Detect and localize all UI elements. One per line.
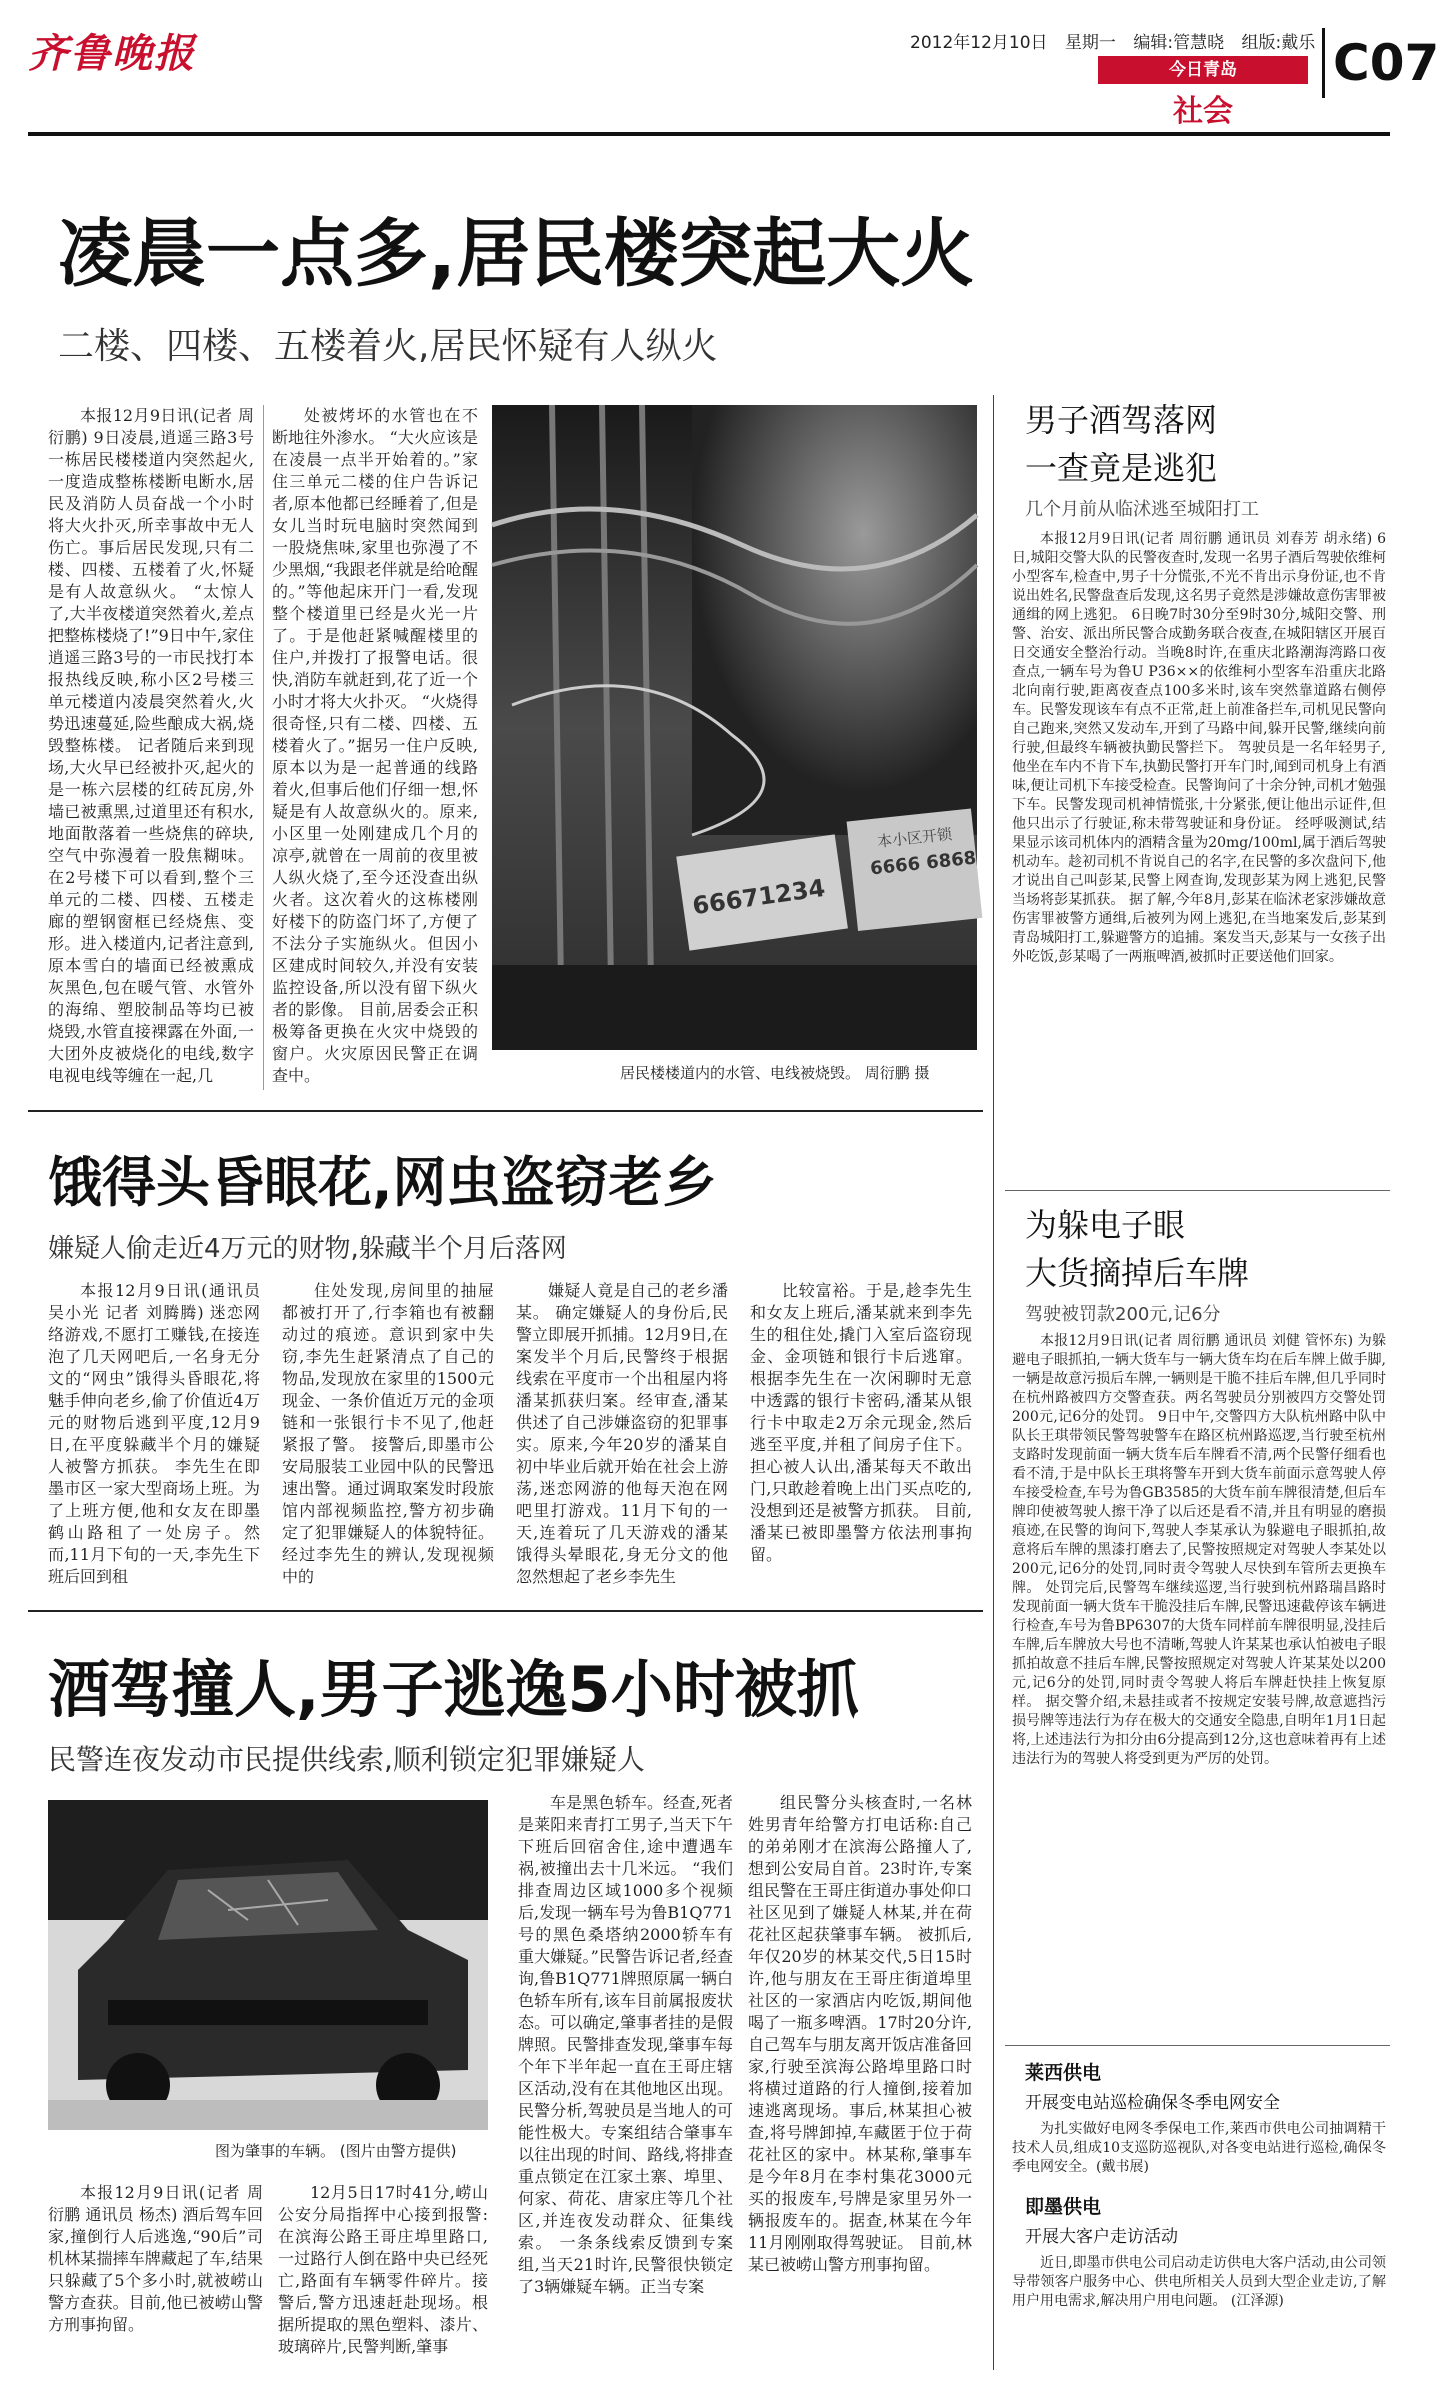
story2-col-3: 嫌疑人竟是自己的老乡潘某。 确定嫌疑人的身份后,民警立即展开抓捕。12月9日,在案发半个月后,民警终于根据线索在平度市一个出租屋内将潘某抓获归案。经审查,潘某供述了自己涉嫌盗窃的犯罪事实。原来,今年20岁的潘某自初中毕业后就开始在社会上游荡,迷恋网游的他每天泡在网吧里打游戏。11月下旬的一天,连着玩了几天游戏的潘某饿得头晕眼花,身无分文的他忽然想起了老乡李先生 [516, 1281, 728, 1586]
side2-subhead: 驾驶被罚款200元,记6分 [1025, 1304, 1221, 1325]
photo-sign-2: 6666 6868 [869, 847, 978, 880]
side2-title-line2: 大货摘掉后车牌 [1025, 1254, 1250, 1292]
side1-subhead: 几个月前从临沭逃至城阳打工 [1025, 499, 1259, 520]
top-rule [28, 132, 1390, 136]
side1-title-line2: 一查竟是逃犯 [1025, 449, 1218, 487]
side3-title: 莱西供电 [1025, 2062, 1102, 2084]
story2-col-4: 比较富裕。于是,趁李先生和女友上班后,潘某就来到李先生的租住处,撬门入室后盗窃现金、金项链和银行卡后逃窜。根据李先生在一次闲聊时无意中透露的银行卡密码,潘某从银行卡中取走2万余元现金,然后逃至平度,并租了间房子住下。担心被人认出,潘某每天不敢出门,只敢趁着晚上出门买点吃的,没想到还是被警方抓获。 目前,潘某已被即墨警方依法刑事拘留。 [750, 1281, 972, 1564]
side2-body: 本报12月9日讯(记者 周衍鹏 通讯员 刘健 管怀东) 为躲避电子眼抓拍,一辆大货车与一辆大货车均在后车牌上做手脚,一辆是故意污损后车牌,一辆则是干脆不挂后车牌,但几乎同时在杭州路被四方交警查获。两名驾驶员分别被四方交警处罚200元,记6分的处罚。 9日中午,交警四方大队杭州路中队中队长王琪带领民警驾驶警车在路区杭州路巡逻,当行驶至杭州支路时发现前面一辆大货车后车牌看不清,两个民警仔细看也看不清,于是中队长王琪将警车开到大货车前面示意驾驶人停车接受检查,车号为鲁GB3585的大货车前车牌很清楚,但后车牌印使被驾驶人擦干净了以后还是看不清,并且有明显的磨损痕迹,在民警的询问下,驾驶人李某承认为躲避电子眼抓拍,故意将后车牌的黑漆打磨去了,民警按照规定对驾驶人李某处以200元,记6分的处罚,同时责令驾驶人尽快到车管所去更换车牌。 处罚完后,民警驾车继续巡逻,当行驶到杭州路瑞昌路时发现前面一辆大货车干脆没挂后车牌,民警迅速截停该车辆进行检查,车号为鲁BP6307的大货车同样前车牌很明显,没挂后车牌,后车牌放大号也不清晰,驾驶人许某某也承认怕被电子眼抓拍故意不挂后车牌,民警按照规定对驾驶人许某某处以200元,记6分的处罚,同时责令驾驶人将后车牌赶快挂上恢复原样。 据交警介绍,未悬挂或者不按规定安装号牌,故意遮挡污损号牌等违法行为存在极大的交通安全隐患,自明年1月1日起将,上述违法行为扣分由6分提高到12分,这也意味着再有上述违法行为的驾驶人将受到更为严厉的处罚。 [1012, 1333, 1386, 1767]
story1-subhead: 二楼、四楼、五楼着火,居民怀疑有人纵火 [58, 326, 718, 367]
burned-hallway-illustration [492, 405, 977, 1050]
story1-photo [492, 405, 977, 1050]
sidebar-divider [993, 395, 994, 2370]
story3-col-3: 车是黑色轿车。经查,死者是莱阳来青打工男子,当天下午下班后回宿舍住,途中遭遇车祸,被撞出去十几米远。 “我们排查周边区域1000多个视频后,发现一辆车号为鲁B1Q771号的黑色桑塔纳2000轿车有重大嫌疑。”民警告诉记者,经查询,鲁B1Q771牌照原属一辆白色轿车所有,该车目前属报废状态。可以确定,肇事者挂的是假牌照。民警排查发现,肇事车每个年下半年起一直在王哥庄辖区活动,没有在其他地区出现。民警分析,驾驶员是当地人的可能性极大。专案组结合肇事车以往出现的时间、路线,将排查重点锁定在江家土寨、埠里、何家、荷花、唐家庄等几个社区,并连夜发动群众、征集线索。 一条条线索反馈到专案组,当天21时许,民警很快锁定了3辆嫌疑车辆。正当专案 [518, 1793, 733, 2296]
story2-subhead: 嫌疑人偷走近4万元的财物,躲藏半个月后落网 [48, 1234, 567, 1264]
story2-top-rule [28, 1110, 983, 1112]
side1-body: 本报12月9日讯(记者 周衍鹏 通讯员 刘春芳 胡永绪) 6日,城阳交警大队的民警夜查时,发现一名男子酒后驾驶依维柯小型客车,检查中,男子十分慌张,不光不肯出示身份证,也不肯说出姓名,民警盘查后发现,这名男子竟然是涉嫌故意伤害罪被通缉的网上逃犯。 6日晚7时30分至9时30分,城阳交警、刑警、治安、派出所民警合成勤务联合夜查,在城阳辖区开展百日交通安全整治行动。当晚8时许,在重庆北路潮海湾路口夜查点,一辆车号为鲁U P36××的依维柯小型客车沿重庆北路北向南行驶,距离夜查点100多米时,该车突然靠道路右侧停车。民警发现该车有点不正常,赶上前准备拦车,司机见民警向自己跑来,突然又发动车,开到了马路中间,躲开民警,继续向前行驶,但最终车辆被执勤民警拦下。 驾驶员是一名年轻男子,他坐在车内不肯下车,执勤民警打开车门时,闻到司机身上有酒味,便让司机下车接受检查。民警询问了十余分钟,司机才勉强下车。民警发现司机神情慌张,十分紧张,便让他出示证件,但他只出示了行驶证,称未带驾驶证和身份证。 经呼吸测试,结果显示该司机体内的酒精含量为20mg/100ml,属于酒后驾驶机动车。趁初司机不肯说自己的名字,在民警的多次盘问下,他才说出自己叫彭某,民警上网查询,发现彭某为网上逃犯,民警当场将彭某抓获。 据了解,今年8月,彭某在临沭老家涉嫌故意伤害罪被警方通缉,后被列为网上逃犯,在当地案发后,彭某到青岛城阳打工,躲避警方的追捕。案发当天,彭某与一女孩子出外吃饭,彭某喝了一两瓶啤酒,被抓时正要送他们回家。 [1012, 531, 1386, 965]
photo-sign-3: 本小区开锁 [876, 825, 953, 851]
story3-col-4: 组民警分头核查时,一名林姓男青年给警方打电话称:自己的弟弟刚才在滨海公路撞人了,想到公安局自首。23时许,专案组民警在王哥庄街道办事处仰口社区见到了嫌疑人林某,并在荷花社区起获肇事车辆。 被抓后,年仅20岁的林某交代,5日15时许,他与朋友在王哥庄街道埠里社区的一家酒店内吃饭,期间他喝了一瓶多啤酒。17时20分许,自己驾车与朋友离开饭店准备回家,行驶至滨海公路埠里路口时将横过道路的行人撞倒,接着加速逃离现场。事后,林某担心被查,将号牌卸掉,车藏匿于位于荷花社区的家中。林某称,肇事车是今年8月在李村集花3000元买的报废车,号牌是家里另外一辆报废车的。据查,林某在今年11月刚刚取得驾驶证。 目前,林某已被崂山警方刑事拘留。 [748, 1793, 973, 2274]
issue-weekday: 星期一 [1064, 33, 1116, 53]
side3-top-rule [1005, 2045, 1390, 2046]
story1-col-1: 本报12月9日讯(记者 周衍鹏) 9日凌晨,逍遥三路3号一栋居民楼楼道内突然起火,一度造成整栋楼断电断水,居民及消防人员奋战一个小时将大火扑灭,所幸事故中无人伤亡。事后居民发现,只有二楼、四楼、五楼着了火,怀疑是有人故意纵火。 “太惊人了,大半夜楼道突然着火,差点把整栋楼烧了!”9日中午,家住逍遥三路3号的一市民找打本报热线反映,称小区2号楼三单元楼道内凌晨突然着火,火势迅速蔓延,险些酿成大祸,烧毁整栋楼。 记者随后来到现场,大火早已经被扑灭,起火的是一栋六层楼的红砖瓦房,外墙已被熏黑,过道里还有积水,地面散落着一些烧焦的碎块,空气中弥漫着一股焦糊味。在2号楼下可以看到,整个三单元的二楼、四楼、五楼走廊的塑钢窗框已经烧焦、变形。进入楼道内,记者注意到,原本雪白的墙面已经被熏成灰黑色,包在暖气管、水管外的海绵、塑胶制品等均已被烧毁,水管直接裸露在外面,一大团外皮被烧化的电线,数字电视电线等缠在一起,几 [48, 406, 254, 1085]
story3-subhead: 民警连夜发动市民提供线索,顺利锁定犯罪嫌疑人 [48, 1743, 645, 1776]
issue-date: 2012年12月10日 [910, 33, 1048, 53]
story3-photo [48, 1800, 488, 2130]
issue-editor: 编辑:管慧晓 [1133, 33, 1225, 53]
story1-photo-caption: 居民楼楼道内的水管、电线被烧毁。 周衍鹏 摄 [620, 1064, 930, 1082]
issue-layout: 组版:戴乐 [1241, 33, 1316, 53]
story3-top-rule [28, 1610, 983, 1612]
story3-col-1: 本报12月9日讯(记者 周衍鹏 通讯员 杨杰) 酒后驾车回家,撞倒行人后逃逸,“90后”司机林某揣摔车牌藏起了车,结果只躲藏了5个多小时,就被崂山警方查获。目前,他已被崂山警方刑事拘留。 [48, 2183, 263, 2334]
issue-meta [910, 28, 1327, 53]
story3-headline: 酒驾撞人,男子逃逸5小时被抓 [48, 1653, 859, 1726]
column-divider [263, 405, 264, 1090]
side2-top-rule [1005, 1190, 1390, 1191]
side1-title-line1: 男子酒驾落网 [1025, 401, 1218, 439]
page-number: C07 [1322, 28, 1408, 98]
story2-col-1: 本报12月9日讯(通讯员 吴小光 记者 刘腾腾) 迷恋网络游戏,不愿打工赚钱,在接连泡了几天网吧后,一名身无分文的“网虫”饿得头昏眼花,将魅手伸向老乡,偷了价值近4万元的财物后逃到平度,12月9日,在平度躲藏半个月的嫌疑人被警方抓获。 李先生在即墨市区一家大型商场上班。为了上班方便,他和女友在即墨鹤山路租了一处房子。然而,11月下旬的一天,李先生下班后回到租 [48, 1281, 260, 1586]
story2-headline: 饿得头昏眼花,网虫盗窃老乡 [48, 1151, 717, 1214]
photo-sign-1: 66671234 [690, 873, 827, 921]
story1-headline: 凌晨一点多,居民楼突起大火 [58, 211, 975, 297]
side3-subhead: 开展变电站巡检确保冬季电网安全 [1025, 2093, 1280, 2113]
crashed-car-illustration [48, 1800, 488, 2130]
story1-col-2: 处被烤坏的水管也在不断地往外渗水。 “大火应该是在凌晨一点半开始着的。”家住三单元二楼的住户告诉记者,原本他都已经睡着了,但是女儿当时玩电脑时突然闻到一股烧焦味,家里也弥漫了不少黑烟,“我跟老伴就是给呛醒的。”等他起床开门一看,发现整个楼道里已经是火光一片了。于是他赶紧喊醒楼里的住户,并拨打了报警电话。很快,消防车就赶到,花了近一个小时才将大火扑灭。 “火烧得很奇怪,只有二楼、四楼、五楼着火了。”据另一住户反映,原本以为是一起普通的线路着火,但事后他们仔细一想,怀疑是有人故意纵火的。原来,小区里一处刚建成几个月的凉亭,就曾在一周前的夜里被人纵火烧了,至今还没查出纵火者。这次着火的这栋楼刚好楼下的防盗门坏了,方便了不法分子实施纵火。但因小区建成时间较久,并没有安装监控设备,所以没有留下纵火者的影像。 目前,居委会正积极筹备更换在火灾中烧毁的窗户。火灾原因民警正在调查中。 [272, 406, 478, 1085]
side4-body: 近日,即墨市供电公司启动走访供电大客户活动,由公司领导带领客户服务中心、供电所相关人员到大型企业走访,了解用户用电需求,解决用户用电问题。 (江泽源) [1012, 2255, 1386, 2309]
side3-body: 为扎实做好电网冬季保电工作,莱西市供电公司抽调精干技术人员,组成10支巡防巡视队,对各变电站进行巡检,确保冬季电网安全。(戴书展) [1012, 2121, 1386, 2175]
section-tag: 今日青岛 [1098, 56, 1308, 84]
side4-subhead: 开展大客户走访活动 [1025, 2227, 1178, 2247]
story3-photo-caption: 图为肇事的车辆。 (图片由警方提供) [215, 2142, 457, 2160]
newspaper-logo: 齐鲁晚报 [28, 30, 196, 77]
story2-col-2: 住处发现,房间里的抽屉都被打开了,行李箱也有被翻动过的痕迹。意识到家中失窃,李先生赶紧清点了自己的物品,发现放在家里的1500元现金、一条价值近万元的金项链和一张银行卡不见了,他赶紧报了警。 接警后,即墨市公安局服装工业园中队的民警迅速出警。通过调取案发时段旅馆内部视频监控,警方初步确定了犯罪嫌疑人的体貌特征。经过李先生的辨认,发现视频中的 [282, 1281, 494, 1586]
story3-col-2: 12月5日17时41分,崂山公安分局指挥中心接到报警:在滨海公路王哥庄埠里路口,一过路行人倒在路中央已经死亡,路面有车辆零件碎片。接警后,警方迅速赶赴现场。根据所提取的黑色塑料、漆片、玻璃碎片,民警判断,肇事 [278, 2183, 488, 2356]
section-name: 社会 [1173, 94, 1233, 129]
side2-title-line1: 为躲电子眼 [1025, 1206, 1186, 1244]
side4-title: 即墨供电 [1025, 2196, 1102, 2218]
